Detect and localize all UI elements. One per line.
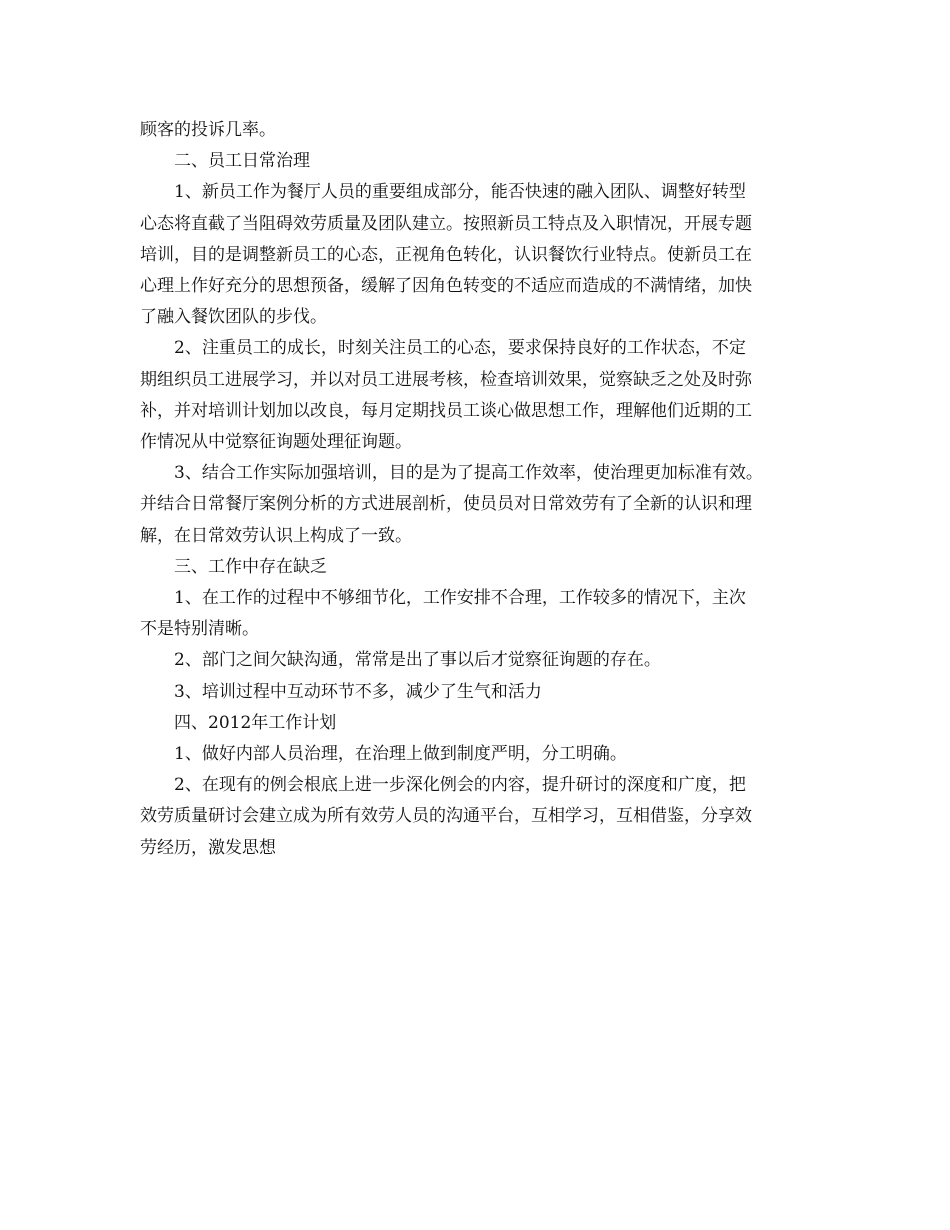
text-line: 培训，目的是调整新员工的心态，正视角色转化，认识餐饮行业特点。使新员工在: [140, 244, 752, 265]
text-line: 2、在现有的例会根底上进一步深化例会的内容，提升研讨的深度和广度，把: [174, 775, 746, 796]
text-line: 并结合日常餐厅案例分析的方式进展剖析，使员员对日常效劳有了全新的认识和理: [140, 494, 752, 515]
text-line: 补，并对培训计划加以改良，每月定期找员工谈心做思想工作，理解他们近期的工: [140, 400, 752, 421]
paragraph-shortcoming-communication: [140, 645, 820, 676]
text-line: 作情况从中觉察征询题处理征询题。: [140, 432, 412, 453]
text-line: 劳经历，激发思想: [140, 837, 276, 858]
section-heading-staff-management: [140, 146, 820, 177]
heading-line: 二、员工日常治理: [174, 151, 310, 172]
paragraph-shortcoming-interaction: [140, 677, 820, 708]
paragraph-shortcoming-detail: [140, 583, 820, 645]
paragraph-training: [140, 458, 820, 552]
text-line: 效劳质量研讨会建立成为所有效劳人员的沟通平台，互相学习，互相借鉴，分享效: [140, 806, 752, 827]
text-line: 1、在工作的过程中不够细节化，工作安排不合理，工作较多的情况下，主次: [174, 588, 746, 609]
section-heading-shortcomings: [140, 552, 820, 583]
text-line: 不是特别清晰。: [140, 619, 259, 640]
text-line: 2、注重员工的成长，时刻关注员工的心态，要求保持良好的工作状态，不定: [174, 338, 746, 359]
paragraph-plan-meeting: [140, 770, 820, 864]
text-line: 顾客的投诉几率。: [140, 120, 276, 140]
text-line: 1、做好内部人员治理，在治理上做到制度严明，分工明确。: [174, 744, 627, 765]
text-line: 1、新员工作为餐厅人员的重要组成部分，能否快速的融入团队、调整好转型: [174, 182, 746, 203]
paragraph-complaint-rate: [140, 115, 820, 146]
heading-line: 四、2012年工作计划: [174, 712, 337, 733]
text-line: 2、部门之间欠缺沟通，常常是出了事以后才觉察征询题的存在。: [174, 650, 661, 671]
paragraph-plan-internal: [140, 739, 820, 770]
text-line: 心态将直截了当阻碍效劳质量及团队建立。按照新员工特点及入职情况，开展专题: [140, 213, 752, 234]
text-line: 3、培训过程中互动环节不多，减少了生气和活力: [174, 681, 542, 702]
text-line: 了融入餐饮团队的步伐。: [140, 307, 327, 328]
text-line: 3、结合工作实际加强培训，目的是为了提高工作效率，使治理更加标准有效。: [174, 463, 763, 484]
document-body: [140, 115, 820, 864]
text-line: 解，在日常效劳认识上构成了一致。: [140, 525, 412, 546]
paragraph-staff-growth: [140, 333, 820, 458]
paragraph-new-staff: [140, 177, 820, 333]
section-heading-work-plan: [140, 708, 820, 739]
text-line: 心理上作好充分的思想预备，缓解了因角色转变的不适应而造成的不满情绪，加快: [140, 276, 752, 297]
heading-line: 三、工作中存在缺乏: [174, 556, 327, 577]
text-line: 期组织员工进展学习，并以对员工进展考核，检查培训效果，觉察缺乏之处及时弥: [140, 369, 752, 390]
